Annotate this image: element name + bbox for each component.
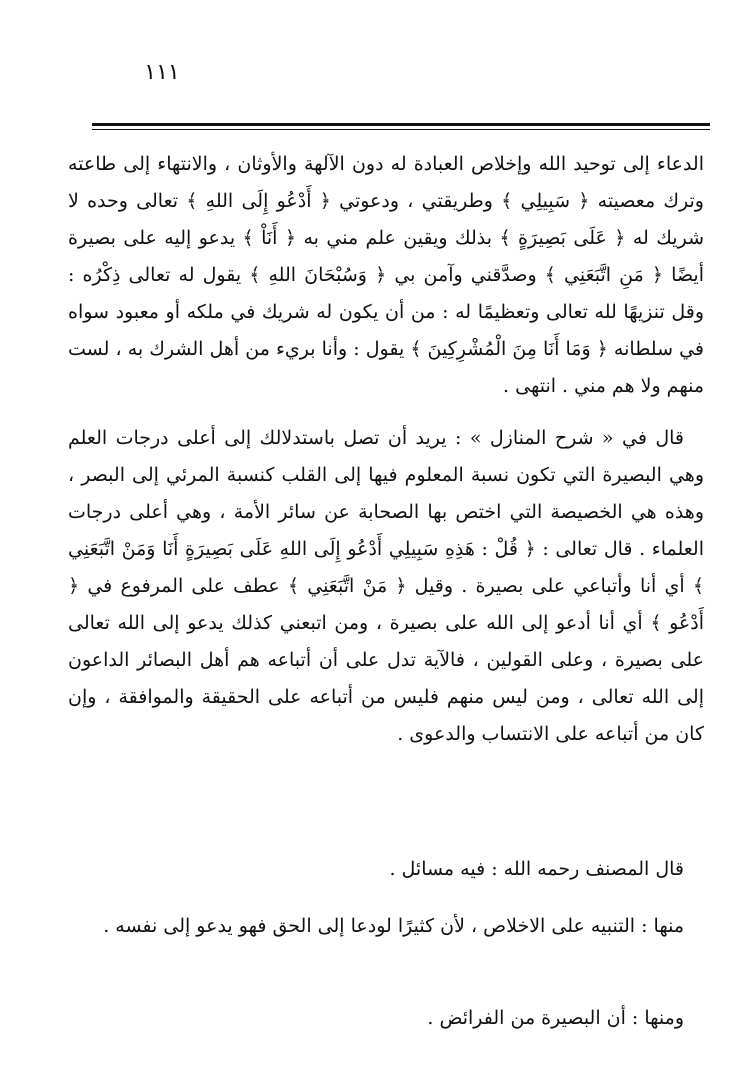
- paragraph-sharh-al-manazil: [68, 420, 704, 753]
- header-rule-thin: [92, 129, 710, 130]
- paragraph-text: ومنها : أن البصيرة من الفرائض .: [427, 1007, 684, 1029]
- paragraph-tafsir: [68, 146, 704, 405]
- header-rule-thick: [92, 123, 710, 126]
- paragraph-issue-two: [68, 1000, 704, 1037]
- paragraph-issue-one: [68, 908, 704, 945]
- paragraph-text: الدعاء إلى توحيد الله وإخلاص العبادة له دون الآلهة والأوثان ، والانتهاء إلى طاعته وترك معصيته ﴿ سَبِيلِي ﴾ وطريقتي ، ودعوتي ﴿ أَدْعُو إِلَى اللهِ ﴾ تعالى وحده لا شريك له ﴿ عَلَى بَصِيرَةٍ ﴾ بذلك ويقين علم مني به ﴿ أَنَاْ ﴾ يدعو إليه على بصيرة أيضًا ﴿ مَنِ اتَّبَعَنِي ﴾ وصدَّقني وآمن بي ﴿ وَسُبْحَانَ اللهِ ﴾ يقول له تعالى ذِكْرُه : وقل تنزيهًا لله تعالى وتعظيمًا له : من أن يكون له شريك في ملكه أو معبود سواه في سلطانه ﴿ وَمَا أَنَا مِنَ الْمُشْرِكِينَ ﴾ يقول : وأنا بريء من أهل الشرك به ، لست منهم ولا هم مني . انتهى .: [68, 153, 704, 397]
- page-number: ١١١: [144, 60, 180, 85]
- paragraph-text: قال المصنف رحمه الله : فيه مسائل .: [389, 858, 684, 880]
- paragraph-text: منها : التنبيه على الاخلاص ، لأن كثيرًا لودعا إلى الحق فهو يدعو إلى نفسه .: [103, 915, 684, 937]
- paragraph-author-note: [68, 851, 704, 888]
- paragraph-text: قال في « شرح المنازل » : يريد أن تصل باستدلالك إلى أعلى درجات العلم وهي البصيرة التي تكون نسبة المعلوم فيها إلى القلب كنسبة المرئي إلى البصر ، وهذه هي الخصيصة التي اختص بها الصحابة عن سائر الأمة ، وهي أعلى درجات العلماء . قال تعالى : ﴿ قُلْ : هَذِهِ سَبِيلِي أَدْعُو إِلَى اللهِ عَلَى بَصِيرَةٍ أَنَا وَمَنْ اتَّبَعَنِي ﴾ أي أنا وأتباعي على بصيرة . وقيل ﴿ مَنْ اتَّبَعَنِي ﴾ عطف على المرفوع في ﴿ أَدْعُو ﴾ أي أنا أدعو إلى الله على بصيرة ، ومن اتبعني كذلك يدعو إلى الله تعالى على بصيرة ، وعلى القولين ، فالآية تدل على أن أتباعه هم أهل البصائر الداعون إلى الله تعالى ، ومن ليس منهم فليس من أتباعه على الحقيقة والموافقة ، وإن كان من أتباعه على الانتساب والدعوى .: [68, 427, 704, 745]
